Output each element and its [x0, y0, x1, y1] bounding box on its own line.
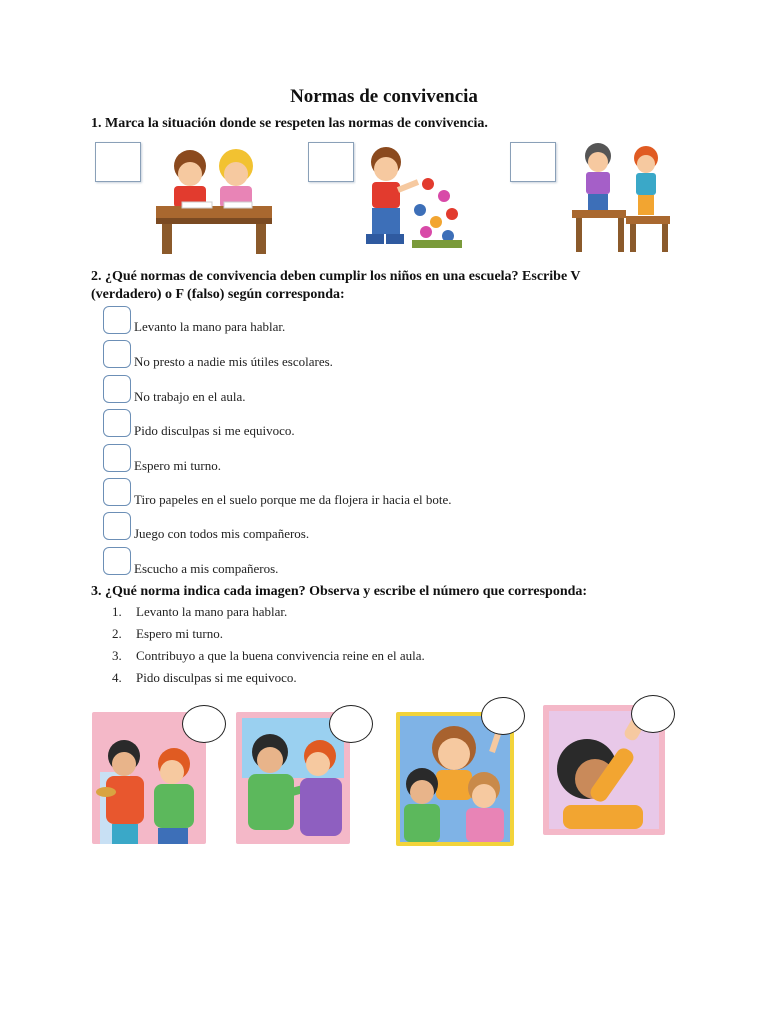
norm-list-item-4: 4. Pido disculpas si me equivoco.: [112, 670, 297, 685]
question-1: 1. Marca la situación donde se respeten las normas de convivencia.: [91, 116, 488, 131]
question-3: 3. ¿Qué norma indica cada imagen? Observa y escribe el número que corresponda:: [91, 584, 588, 599]
statement-6: Tiro papeles en el suelo porque me da flojera ir hacia el bote.: [134, 492, 452, 507]
norm-list-item-3: 3. Contribuyo a que la buena convivencia reine en el aula.: [112, 648, 425, 663]
answer-box-3[interactable]: [103, 375, 131, 403]
answer-bubble-3[interactable]: [481, 697, 525, 735]
answer-box-6[interactable]: [103, 478, 131, 506]
mark-box-3[interactable]: [510, 142, 556, 182]
answer-box-2[interactable]: [103, 340, 131, 368]
statement-1: Levanto la mano para hablar.: [134, 319, 286, 334]
illustration-kids-working: [152, 144, 276, 256]
mark-box-1[interactable]: [95, 142, 141, 182]
norm-list-item-1: 1. Levanto la mano para hablar.: [112, 604, 288, 619]
page-title: Normas de convivencia: [290, 86, 478, 107]
answer-box-5[interactable]: [103, 444, 131, 472]
illustration-kids-on-desk: [562, 140, 674, 256]
answer-box-4[interactable]: [103, 409, 131, 437]
statement-2: No presto a nadie mis útiles escolares.: [134, 354, 333, 369]
answer-bubble-2[interactable]: [329, 705, 373, 743]
answer-bubble-4[interactable]: [631, 695, 675, 733]
mark-box-2[interactable]: [308, 142, 354, 182]
question-2: 2. ¿Qué normas de convivencia deben cumplir los niños en una escuela? Escribe V (verdadero) o F (falso) según corresponda:: [91, 269, 581, 302]
answer-box-8[interactable]: [103, 547, 131, 575]
answer-bubble-1[interactable]: [182, 705, 226, 743]
statement-3: No trabajo en el aula.: [134, 389, 246, 404]
norm-list-item-2: 2. Espero mi turno.: [112, 626, 224, 641]
answer-box-1[interactable]: [103, 306, 131, 334]
statement-7: Juego con todos mis compañeros.: [134, 526, 310, 541]
statement-4: Pido disculpas si me equivoco.: [134, 423, 295, 438]
illustration-kid-picking-flowers: [356, 144, 468, 256]
statement-8: Escucho a mis compañeros.: [134, 561, 279, 576]
statement-5: Espero mi turno.: [134, 458, 222, 473]
answer-box-7[interactable]: [103, 512, 131, 540]
